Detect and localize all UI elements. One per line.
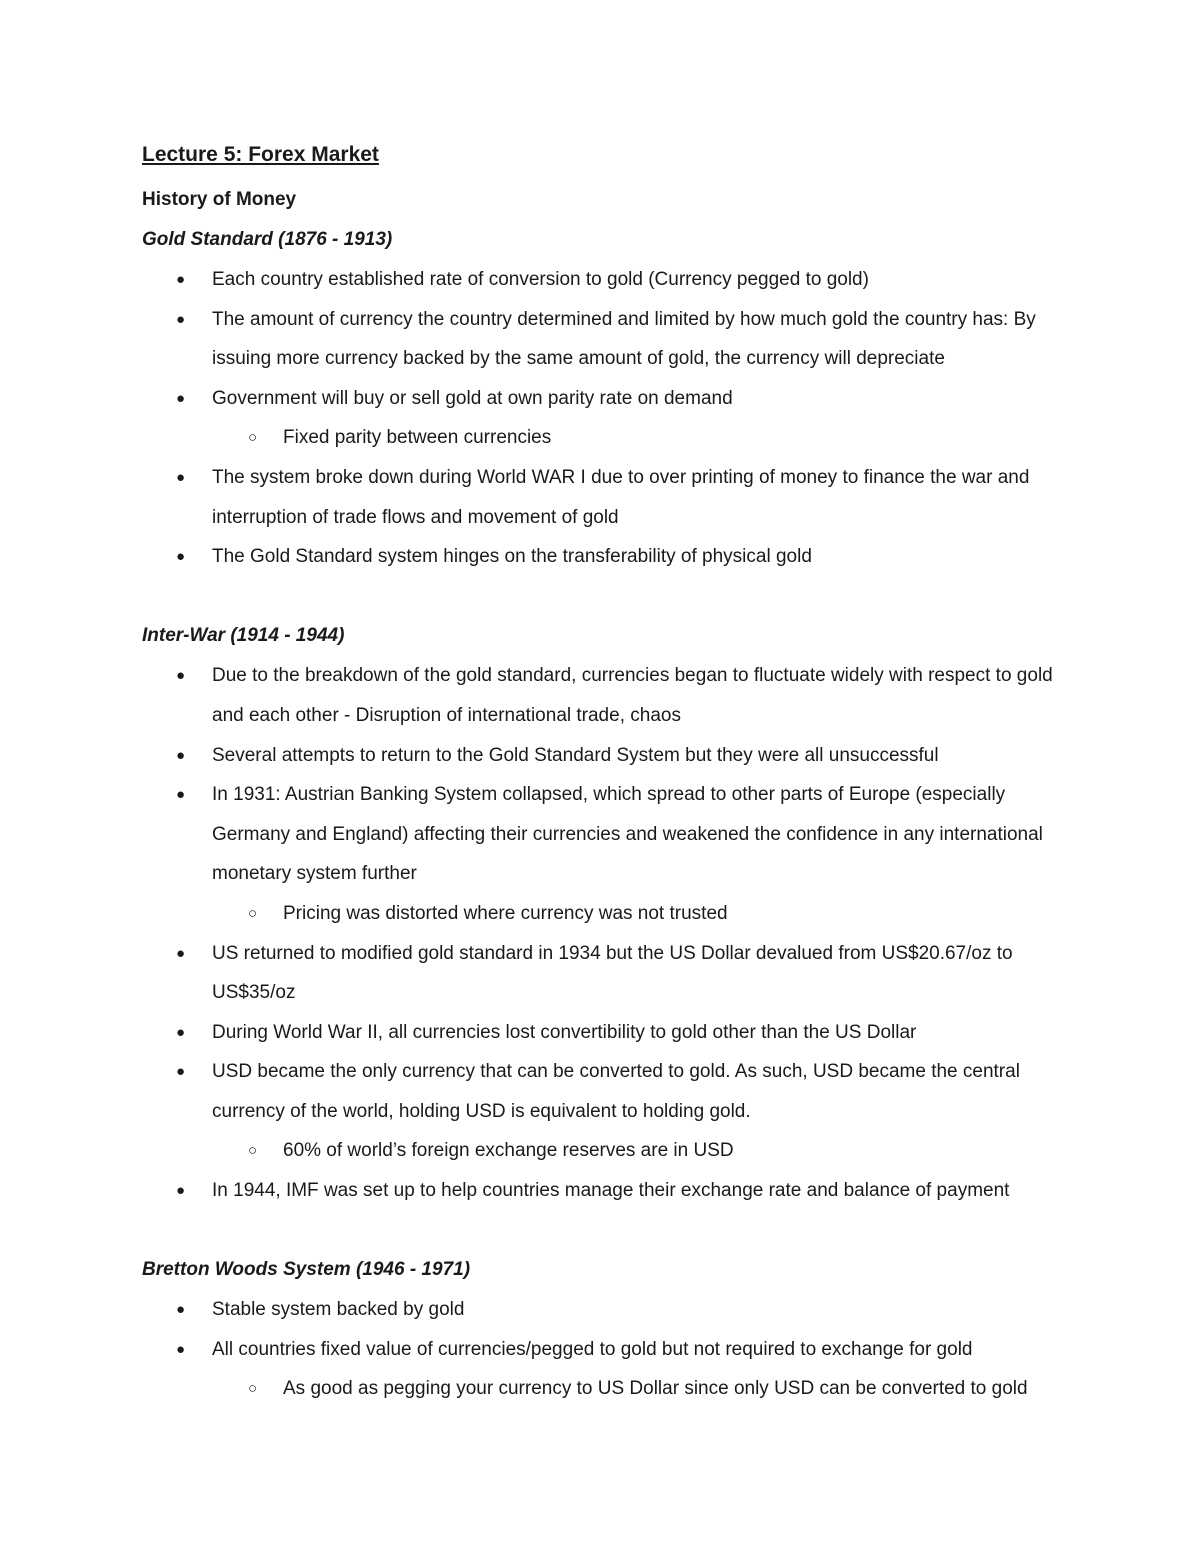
bullet-item: ● The system broke down during World WAR I due to over printing of money to finance the war and interruption of trade flows and movement of gold bbox=[142, 458, 1082, 537]
sub-bullet-item: ○ Pricing was distorted where currency was not trusted bbox=[142, 894, 1082, 934]
bullet-list-inter-war-end bbox=[142, 1171, 1082, 1211]
bullet-item: ● US returned to modified gold standard in 1934 but the US Dollar devalued from US$20.67/oz to US$35/oz bbox=[142, 934, 1082, 1013]
bullet-item-text: Government will buy or sell gold at own parity rate on demand bbox=[212, 387, 733, 409]
bullet-list-gold-standard-cont bbox=[142, 458, 1082, 577]
bullet-item: ● The Gold Standard system hinges on the transferability of physical gold bbox=[142, 537, 1082, 577]
sub-bullet-item: ○ 60% of world’s foreign exchange reserves are in USD bbox=[142, 1131, 1082, 1171]
bullet-item: ● USD became the only currency that can be converted to gold. As such, USD became the central currency of the world, holding USD is equivalent to holding gold. bbox=[142, 1052, 1082, 1131]
bullet-item: ● In 1944, IMF was set up to help countries manage their exchange rate and balance of payment bbox=[142, 1171, 1082, 1211]
bullet-item: ● During World War II, all currencies lost convertibility to gold other than the US Dollar bbox=[142, 1013, 1082, 1053]
bullet-item: ● Several attempts to return to the Gold Standard System but they were all unsuccessful bbox=[142, 736, 1082, 776]
bullet-list-bretton-woods bbox=[142, 1290, 1082, 1369]
sub-bullet-item: ○ Fixed parity between currencies bbox=[142, 418, 1082, 458]
sub-bullet-item: ○ As good as pegging your currency to US Dollar since only USD can be converted to gold bbox=[142, 1369, 1082, 1409]
bullet-list-inter-war bbox=[142, 656, 1082, 894]
bullet-item: ● Due to the breakdown of the gold standard, currencies began to fluctuate widely with respect to gold and each other - Disruption of international trade, chaos bbox=[142, 656, 1082, 735]
document-title: Lecture 5: Forex Market bbox=[142, 143, 379, 166]
bullet-list-gold-standard bbox=[142, 260, 1082, 418]
bullet-item: ● All countries fixed value of currencies/pegged to gold but not required to exchange for gold bbox=[142, 1330, 1082, 1370]
sub-bullet-list bbox=[142, 1131, 1082, 1171]
sub-bullet-list bbox=[142, 418, 1082, 458]
bullet-item bbox=[142, 379, 1082, 419]
subheading-inter-war: Inter-War (1914 - 1944) bbox=[142, 625, 345, 647]
section-heading: History of Money bbox=[142, 189, 297, 210]
subheading-gold-standard: Gold Standard (1876 - 1913) bbox=[142, 229, 393, 250]
section-spacer bbox=[142, 577, 1082, 617]
sub-bullet-list bbox=[142, 1369, 1082, 1409]
bullet-item: ● The amount of currency the country determined and limited by how much gold the country has: By issuing more currency backed by the same amount of gold, the currency will depreciate bbox=[142, 300, 1082, 379]
document-body bbox=[142, 140, 1082, 1409]
bullet-item: ● Each country established rate of conversion to gold (Currency pegged to gold) bbox=[142, 260, 1082, 300]
subheading-bretton-woods: Bretton Woods System (1946 - 1971) bbox=[142, 1259, 471, 1281]
bullet-list-inter-war-cont bbox=[142, 934, 1082, 1132]
bullet-item: ● In 1931: Austrian Banking System collapsed, which spread to other parts of Europe (especially Germany and England) affecting their currencies and weakened the confidence in any international monetary system further bbox=[142, 775, 1082, 894]
bullet-item: ● Stable system backed by gold bbox=[142, 1290, 1082, 1330]
section-spacer bbox=[142, 1211, 1082, 1251]
sub-bullet-list bbox=[142, 894, 1082, 934]
